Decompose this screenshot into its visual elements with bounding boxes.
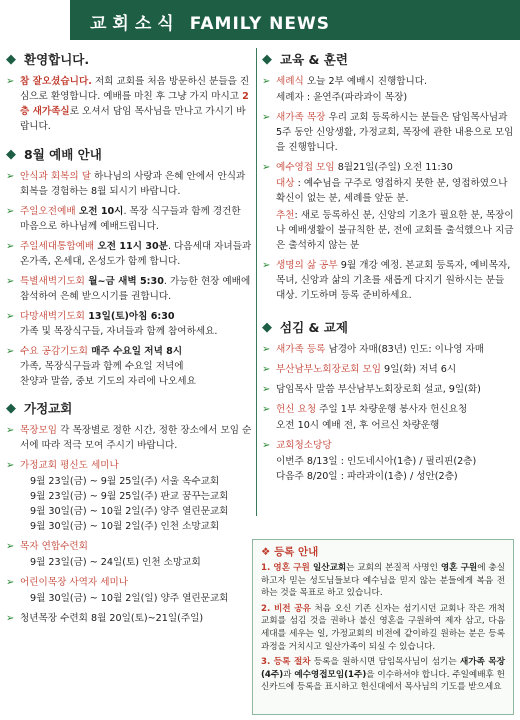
- header-title: [90, 9, 330, 34]
- arrow-icon: ➢: [6, 577, 15, 588]
- seminar-date: 9월 30일(금) ~ 10월 2일(주) 양주 열린문교회: [30, 506, 229, 517]
- fellowship-item: ➢ 담임목사 말씀 부산남부노회장로회 설교, 9일(화): [262, 384, 481, 395]
- column-divider: [256, 48, 257, 516]
- registration-step-1: 1. 영혼 구원 일산교회는 교회의 본질적 사명인 영혼 구원에 충실하고자 믿는 성도님들보다 예수님을 믿지 않는 분들에게 복음 전하는 것을 목표로 하고 있습니다.: [261, 563, 505, 599]
- family-item: ➢ 가정교회 평신도 세미나: [6, 460, 119, 471]
- education-item: ➢ 생명의 삶 공부 9월 개강 예정. 본교회 등록자, 예비목자, 목녀, 신앙과 삶의 기초를 새롭게 다지기 원하시는 분들 대상. 기도하며 등록 준비하세요.: [262, 260, 511, 301]
- education-item: ➢ 예수영접 모임 8월21일(주일) 오전 11:30: [262, 162, 453, 173]
- diamond-icon: ◆: [6, 51, 16, 67]
- fellowship-item: ➢ 새가족 등록 남경아 자매(83년) 인도: 이나영 자매: [262, 344, 485, 355]
- family-item: ➢ 어린이목장 사역자 세미나: [6, 577, 129, 588]
- kids-seminar-date: 9월 30일(금) ~ 10월 2일(일) 양주 열린문교회: [30, 593, 229, 604]
- arrow-icon: ➢: [6, 311, 15, 322]
- diamond-icon: ◆: [6, 146, 16, 162]
- arrow-icon: ➢: [6, 241, 15, 252]
- section-august-title: ◆ 8월 예배 안내: [6, 146, 102, 162]
- august-item: ➢ 수요 공감기도회 매주 수요일 저녁 8시: [6, 346, 183, 357]
- seminar-date: 9월 23일(금) ~ 9월 25일(주) 판교 꿈꾸는교회: [30, 491, 229, 502]
- august-subtext: 가족, 목장식구들과 함께 수요일 저녁에: [20, 361, 184, 372]
- diamond-icon: ◆: [6, 400, 16, 416]
- salvation-target: 대상 : 예수님을 구주로 영접하지 못한 분, 영접하였으나 확신이 없는 분, 세례를 앞둔 분.: [276, 178, 508, 204]
- august-item: ➢ 주일오전예배 오전 10시. 목장 식구들과 함께 경건한 마음으로 하나님께 예배드립니다.: [6, 206, 241, 232]
- left-column: [6, 48, 252, 631]
- arrow-icon: ➢: [6, 460, 15, 471]
- arrow-icon: ➢: [6, 276, 15, 287]
- cleaning-next-week: 다음주 8/20일 : 파라과이(1층) / 성안(2층): [276, 471, 458, 482]
- welcome-item: ➢ 참 잘오셨습니다. 저희 교회를 처음 방문하신 분들을 진심으로 환영합니다. 예배를 마친 후 그냥 가지 마시고 2층 새가족실로 오셔서 담임 목사님을 만나고 가시기 바랍니다.: [6, 76, 250, 132]
- registration-step-2: 2. 비전 공유 처음 오신 기존 신자는 섬기시던 교회나 작은 개척교회를 섬김 것을 권하나 불신 영혼을 구원하여 제자 삼고, 다음 세대를 세우는 일, 가정교회의 비전에 같이하길 원하는 분은 등록 과정을 거치시고 일산가족이 되실 수 있습니다.: [261, 603, 505, 652]
- header-title-en: FAMILY NEWS: [189, 14, 331, 34]
- section-education-title: ◆ 교육 & 훈련: [262, 51, 348, 67]
- arrow-icon: ➢: [262, 112, 271, 123]
- arrow-icon: ➢: [6, 541, 15, 552]
- header: [0, 0, 520, 42]
- arrow-icon: ➢: [262, 344, 271, 355]
- arrow-icon: ➢: [6, 346, 15, 357]
- header-title-ko: 교회소식: [90, 14, 180, 34]
- arrow-icon: ➢: [262, 404, 271, 415]
- registration-box: [252, 539, 514, 715]
- registration-step-3: 3. 등록 절차 등록을 원하시면 담임목사님이 섬기는 새가족 목장(4주)과 예수영접모임(1주)을 이수하셔야 합니다. 주일예배후 헌신카드에 등록을 표시하고 헌신대에서 목사님의 기도를 받으세요: [261, 657, 506, 693]
- arrow-icon: ➢: [262, 440, 271, 451]
- arrow-icon: ➢: [6, 425, 15, 436]
- arrow-icon: ➢: [262, 384, 271, 395]
- arrow-icon: ➢: [6, 171, 15, 182]
- diamond-icon: ◆: [262, 51, 272, 67]
- arrow-icon: ➢: [6, 206, 15, 217]
- arrow-icon: ➢: [262, 364, 271, 375]
- august-item: ➢ 다망새벽기도회 13일(토)아침 6:30: [6, 311, 175, 322]
- fellowship-item: ➢ 부산남부노회장로회 모임 9일(화) 저녁 6시: [262, 364, 457, 375]
- august-item: ➢ 특별새벽기도회 월~금 새벽 5:30. 가능한 현장 예배에 참석하여 은혜 받으시기를 권합니다.: [6, 276, 251, 302]
- seminar-date: 9월 23일(금) ~ 9월 25일(주) 서울 옥수교회: [30, 476, 220, 487]
- section-welcome-title: ◆ 환영합니다.: [6, 51, 90, 67]
- family-item: ➢ 목장모임 각 목장별로 정한 시간, 정한 장소에서 모임 순서에 따라 적극 모여 주시기 바랍니다.: [6, 425, 252, 451]
- education-item: ➢ 세례식 오늘 2부 예배시 진행합니다.: [262, 76, 428, 87]
- education-item: ➢ 새가족 목장 우리 교회 등록하시는 분들은 담임목사님과 5주 동안 신앙생활, 가정교회, 목장에 관한 내용으로 모임을 진행합니다.: [262, 112, 514, 153]
- arrow-icon: ➢: [262, 162, 271, 173]
- right-column: [262, 48, 514, 484]
- baptism-candidate: 세례자 : 윤연주(파라과이 목장): [276, 92, 408, 103]
- arrow-icon: ➢: [262, 260, 271, 271]
- august-subtext: 찬양과 말씀, 중보 기도의 자리에 나오세요: [20, 376, 196, 387]
- retreat-date: 9월 23일(금) ~ 24일(토) 인천 소망교회: [30, 557, 201, 568]
- diamond-icon: ❖: [261, 546, 275, 558]
- seminar-date: 9월 30일(금) ~ 10월 2일(주) 인천 소망교회: [30, 521, 220, 532]
- family-item: ➢ 청년목장 수련회 8월 20일(토)~21일(주일): [6, 613, 204, 624]
- section-family-title: ◆ 가정교회: [6, 400, 73, 416]
- cleaning-this-week: 이번주 8/13일 : 인도네시아(1층) / 필리핀(2층): [276, 456, 477, 467]
- salvation-recommend: 추천: 새로 등록하신 분, 신앙의 기초가 필요한 분, 목장이나 예배생활이 불규칙한 분, 전에 교회를 출석했으나 지금은 출석하지 않는 분: [276, 210, 514, 251]
- august-item: ➢ 주일세대통합예배 오전 11시 30분. 다음세대 자녀들과 온가족, 온세대, 온성도가 함께 합니다.: [6, 241, 252, 267]
- arrow-icon: ➢: [262, 76, 271, 87]
- registration-title: ❖ 등록 안내: [261, 546, 319, 558]
- volunteer-detail: 오전 10시 예배 전, 후 어르신 차량운행: [276, 420, 440, 431]
- diamond-icon: ◆: [262, 319, 272, 335]
- arrow-icon: ➢: [6, 76, 15, 87]
- august-item: ➢ 안식과 회복의 달 하나님의 사랑과 은혜 안에서 안식과 회복을 경험하는 8월 되시기 바랍니다.: [6, 171, 246, 197]
- fellowship-item: ➢ 헌신 요청 주일 1부 차량운행 봉사자 헌신요청: [262, 404, 468, 415]
- family-item: ➢ 목자 연합수련회: [6, 541, 88, 552]
- fellowship-item: ➢ 교회청소당당: [262, 440, 332, 451]
- arrow-icon: ➢: [6, 613, 15, 624]
- section-fellowship-title: ◆ 섬김 & 교제: [262, 319, 348, 335]
- august-subtext: 가족 및 목장식구들, 자녀들과 함께 참여하세요.: [20, 326, 218, 337]
